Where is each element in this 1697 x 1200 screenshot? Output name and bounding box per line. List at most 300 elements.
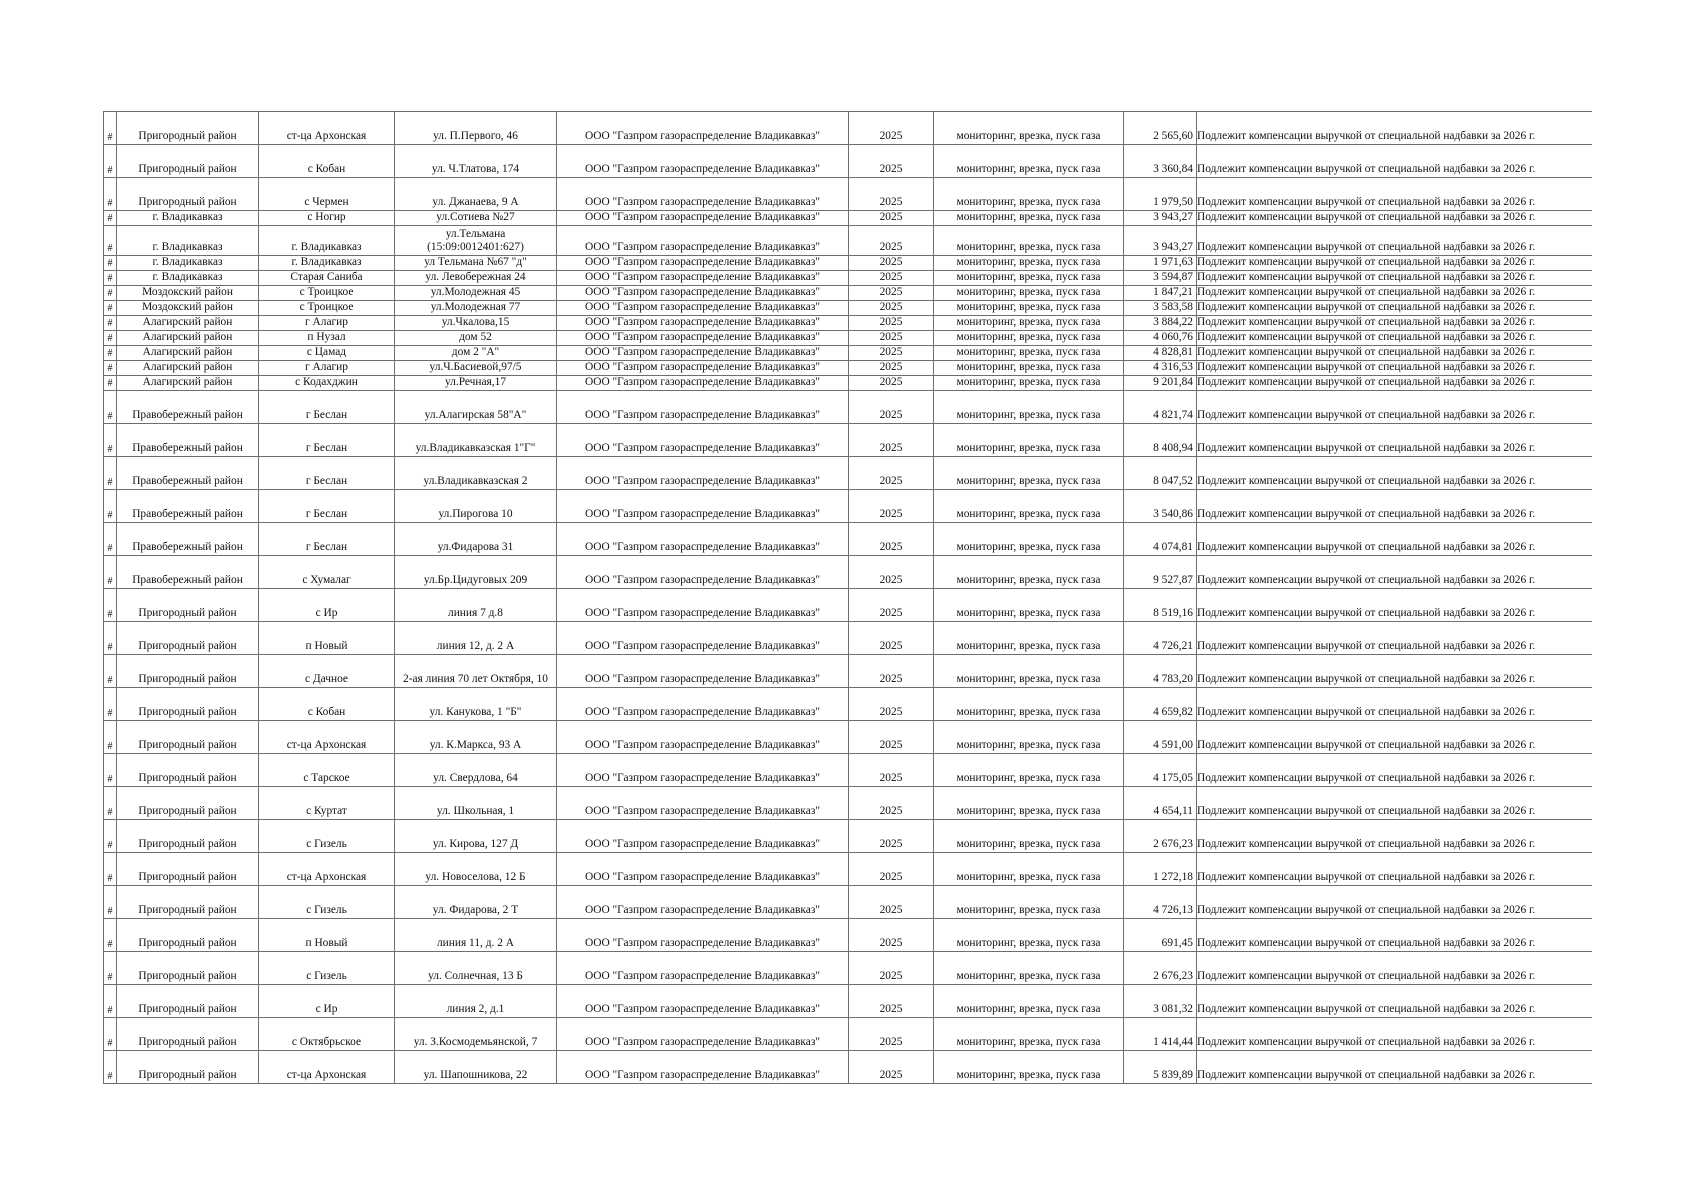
organization-cell: ООО "Газпром газораспределение Владикавказ" (557, 286, 849, 301)
note-cell: Подлежит компенсации выручкой от специальной надбавки за 2026 г. (1197, 952, 1592, 985)
row-number-cell: # (104, 919, 117, 952)
year-cell: 2025 (849, 211, 934, 226)
organization-cell: ООО "Газпром газораспределение Владикавказ" (557, 589, 849, 622)
table-row (104, 145, 1592, 178)
table-row (104, 1051, 1592, 1084)
organization-cell: ООО "Газпром газораспределение Владикавказ" (557, 523, 849, 556)
table-row (104, 361, 1592, 376)
year-cell: 2025 (849, 178, 934, 211)
district-cell: Правобережный район (117, 523, 259, 556)
note-cell: Подлежит компенсации выручкой от специальной надбавки за 2026 г. (1197, 919, 1592, 952)
organization-cell: ООО "Газпром газораспределение Владикавказ" (557, 256, 849, 271)
amount-cell: 3 081,32 (1124, 985, 1197, 1018)
work-type-cell: мониторинг, врезка, пуск газа (934, 178, 1124, 211)
locality-cell: Старая Санибa (259, 271, 395, 286)
district-cell: Пригородный район (117, 178, 259, 211)
address-cell: ул.Молодежная 77 (395, 301, 557, 316)
district-cell: г. Владикавказ (117, 271, 259, 286)
locality-cell: п Новый (259, 622, 395, 655)
district-cell: Моздокский район (117, 301, 259, 316)
locality-cell: г Беслан (259, 490, 395, 523)
note-cell: Подлежит компенсации выручкой от специальной надбавки за 2026 г. (1197, 523, 1592, 556)
organization-cell: ООО "Газпром газораспределение Владикавказ" (557, 1018, 849, 1051)
row-number-cell: # (104, 376, 117, 391)
address-cell: ул.Фидарова 31 (395, 523, 557, 556)
organization-cell: ООО "Газпром газораспределение Владикавказ" (557, 271, 849, 286)
district-cell: Пригородный район (117, 112, 259, 145)
table-row (104, 952, 1592, 985)
organization-cell: ООО "Газпром газораспределение Владикавказ" (557, 376, 849, 391)
address-cell: ул. Новоселова, 12 Б (395, 853, 557, 886)
address-cell: ул. Ч.Тлатова, 174 (395, 145, 557, 178)
table-row (104, 622, 1592, 655)
amount-cell: 2 565,60 (1124, 112, 1197, 145)
work-type-cell: мониторинг, врезка, пуск газа (934, 457, 1124, 490)
table-row (104, 301, 1592, 316)
address-cell: дом 52 (395, 331, 557, 346)
address-cell: линия 12, д. 2 А (395, 622, 557, 655)
year-cell: 2025 (849, 256, 934, 271)
district-cell: Алагирский район (117, 331, 259, 346)
year-cell: 2025 (849, 952, 934, 985)
row-number-cell: # (104, 754, 117, 787)
amount-cell: 5 839,89 (1124, 1051, 1197, 1084)
amount-cell: 9 527,87 (1124, 556, 1197, 589)
table-row (104, 391, 1592, 424)
row-number-cell: # (104, 145, 117, 178)
district-cell: Пригородный район (117, 1051, 259, 1084)
address-cell: ул Тельмана №67 "д" (395, 256, 557, 271)
table-row (104, 688, 1592, 721)
work-type-cell: мониторинг, врезка, пуск газа (934, 112, 1124, 145)
row-number-cell: # (104, 256, 117, 271)
district-cell: Пригородный район (117, 589, 259, 622)
work-type-cell: мониторинг, врезка, пуск газа (934, 589, 1124, 622)
locality-cell: с Куртат (259, 787, 395, 820)
note-cell: Подлежит компенсации выручкой от специальной надбавки за 2026 г. (1197, 424, 1592, 457)
district-cell: Моздокский район (117, 286, 259, 301)
year-cell: 2025 (849, 919, 934, 952)
row-number-cell: # (104, 361, 117, 376)
district-cell: Правобережный район (117, 424, 259, 457)
amount-cell: 2 676,23 (1124, 820, 1197, 853)
locality-cell: с Троицкое (259, 286, 395, 301)
locality-cell: с Чермен (259, 178, 395, 211)
amount-cell: 3 360,84 (1124, 145, 1197, 178)
organization-cell: ООО "Газпром газораспределение Владикавказ" (557, 754, 849, 787)
amount-cell: 1 979,50 (1124, 178, 1197, 211)
note-cell: Подлежит компенсации выручкой от специальной надбавки за 2026 г. (1197, 331, 1592, 346)
year-cell: 2025 (849, 655, 934, 688)
locality-cell: с Ир (259, 985, 395, 1018)
amount-cell: 4 175,05 (1124, 754, 1197, 787)
work-type-cell: мониторинг, врезка, пуск газа (934, 256, 1124, 271)
locality-cell: с Дачное (259, 655, 395, 688)
amount-cell: 4 726,13 (1124, 886, 1197, 919)
locality-cell: г Беслан (259, 523, 395, 556)
row-number-cell: # (104, 316, 117, 331)
row-number-cell: # (104, 820, 117, 853)
district-cell: Пригородный район (117, 787, 259, 820)
district-cell: Пригородный район (117, 688, 259, 721)
locality-cell: г Алагир (259, 316, 395, 331)
amount-cell: 4 316,53 (1124, 361, 1197, 376)
year-cell: 2025 (849, 1018, 934, 1051)
row-number-cell: # (104, 211, 117, 226)
district-cell: Пригородный район (117, 820, 259, 853)
note-cell: Подлежит компенсации выручкой от специальной надбавки за 2026 г. (1197, 688, 1592, 721)
year-cell: 2025 (849, 145, 934, 178)
amount-cell: 4 654,11 (1124, 787, 1197, 820)
work-type-cell: мониторинг, врезка, пуск газа (934, 361, 1124, 376)
locality-cell: ст-ца Архонская (259, 853, 395, 886)
row-number-cell: # (104, 853, 117, 886)
note-cell: Подлежит компенсации выручкой от специальной надбавки за 2026 г. (1197, 589, 1592, 622)
year-cell: 2025 (849, 985, 934, 1018)
row-number-cell: # (104, 331, 117, 346)
organization-cell: ООО "Газпром газораспределение Владикавказ" (557, 457, 849, 490)
locality-cell: п Нузал (259, 331, 395, 346)
table-row (104, 853, 1592, 886)
work-type-cell: мониторинг, врезка, пуск газа (934, 754, 1124, 787)
address-cell: ул.Сотиева №27 (395, 211, 557, 226)
work-type-cell: мониторинг, врезка, пуск газа (934, 820, 1124, 853)
organization-cell: ООО "Газпром газораспределение Владикавказ" (557, 853, 849, 886)
amount-cell: 4 591,00 (1124, 721, 1197, 754)
work-type-cell: мониторинг, врезка, пуск газа (934, 301, 1124, 316)
table-row (104, 424, 1592, 457)
district-cell: Алагирский район (117, 361, 259, 376)
organization-cell: ООО "Газпром газораспределение Владикавказ" (557, 226, 849, 256)
year-cell: 2025 (849, 820, 934, 853)
locality-cell: с Ир (259, 589, 395, 622)
year-cell: 2025 (849, 376, 934, 391)
row-number-cell: # (104, 424, 117, 457)
organization-cell: ООО "Газпром газораспределение Владикавказ" (557, 490, 849, 523)
row-number-cell: # (104, 655, 117, 688)
locality-cell: с Кодахджин (259, 376, 395, 391)
table-row (104, 178, 1592, 211)
year-cell: 2025 (849, 271, 934, 286)
address-cell: линия 2, д.1 (395, 985, 557, 1018)
amount-cell: 4 821,74 (1124, 391, 1197, 424)
organization-cell: ООО "Газпром газораспределение Владикавказ" (557, 985, 849, 1018)
note-cell: Подлежит компенсации выручкой от специальной надбавки за 2026 г. (1197, 316, 1592, 331)
district-cell: Пригородный район (117, 622, 259, 655)
organization-cell: ООО "Газпром газораспределение Владикавказ" (557, 886, 849, 919)
organization-cell: ООО "Газпром газораспределение Владикавказ" (557, 301, 849, 316)
row-number-cell: # (104, 952, 117, 985)
work-type-cell: мониторинг, врезка, пуск газа (934, 919, 1124, 952)
year-cell: 2025 (849, 721, 934, 754)
address-cell: ул. Солнечная, 13 Б (395, 952, 557, 985)
work-type-cell: мониторинг, врезка, пуск газа (934, 286, 1124, 301)
amount-cell: 8 047,52 (1124, 457, 1197, 490)
year-cell: 2025 (849, 787, 934, 820)
organization-cell: ООО "Газпром газораспределение Владикавказ" (557, 655, 849, 688)
amount-cell: 3 943,27 (1124, 211, 1197, 226)
work-type-cell: мониторинг, врезка, пуск газа (934, 556, 1124, 589)
amount-cell: 4 060,76 (1124, 331, 1197, 346)
district-cell: Пригородный район (117, 919, 259, 952)
district-cell: Пригородный район (117, 985, 259, 1018)
note-cell: Подлежит компенсации выручкой от специальной надбавки за 2026 г. (1197, 226, 1592, 256)
work-type-cell: мониторинг, врезка, пуск газа (934, 1051, 1124, 1084)
year-cell: 2025 (849, 361, 934, 376)
table-row (104, 655, 1592, 688)
amount-cell: 1 272,18 (1124, 853, 1197, 886)
address-cell: линия 11, д. 2 А (395, 919, 557, 952)
address-cell: ул. П.Первого, 46 (395, 112, 557, 145)
address-cell: ул. Школьная, 1 (395, 787, 557, 820)
district-cell: Правобережный район (117, 457, 259, 490)
district-cell: Пригородный район (117, 952, 259, 985)
row-number-cell: # (104, 886, 117, 919)
table-row (104, 820, 1592, 853)
year-cell: 2025 (849, 556, 934, 589)
note-cell: Подлежит компенсации выручкой от специальной надбавки за 2026 г. (1197, 301, 1592, 316)
district-cell: г. Владикавказ (117, 256, 259, 271)
note-cell: Подлежит компенсации выручкой от специальной надбавки за 2026 г. (1197, 754, 1592, 787)
organization-cell: ООО "Газпром газораспределение Владикавказ" (557, 112, 849, 145)
locality-cell: ст-ца Архонская (259, 1051, 395, 1084)
note-cell: Подлежит компенсации выручкой от специальной надбавки за 2026 г. (1197, 346, 1592, 361)
locality-cell: с Октябрьское (259, 1018, 395, 1051)
locality-cell: г Беслан (259, 457, 395, 490)
locality-cell: с Троицкое (259, 301, 395, 316)
table-row (104, 271, 1592, 286)
locality-cell: с Ногир (259, 211, 395, 226)
work-type-cell: мониторинг, врезка, пуск газа (934, 316, 1124, 331)
note-cell: Подлежит компенсации выручкой от специальной надбавки за 2026 г. (1197, 1018, 1592, 1051)
year-cell: 2025 (849, 331, 934, 346)
locality-cell: г Беслан (259, 391, 395, 424)
table-row (104, 1018, 1592, 1051)
note-cell: Подлежит компенсации выручкой от специальной надбавки за 2026 г. (1197, 985, 1592, 1018)
row-number-cell: # (104, 556, 117, 589)
row-number-cell: # (104, 346, 117, 361)
row-number-cell: # (104, 112, 117, 145)
work-type-cell: мониторинг, врезка, пуск газа (934, 271, 1124, 286)
locality-cell: ст-ца Архонская (259, 112, 395, 145)
table-row (104, 589, 1592, 622)
table-row (104, 346, 1592, 361)
table-row (104, 787, 1592, 820)
year-cell: 2025 (849, 226, 934, 256)
year-cell: 2025 (849, 1051, 934, 1084)
table-row (104, 286, 1592, 301)
organization-cell: ООО "Газпром газораспределение Владикавказ" (557, 787, 849, 820)
district-cell: Алагирский район (117, 316, 259, 331)
note-cell: Подлежит компенсации выручкой от специальной надбавки за 2026 г. (1197, 886, 1592, 919)
year-cell: 2025 (849, 622, 934, 655)
row-number-cell: # (104, 787, 117, 820)
locality-cell: с Цамад (259, 346, 395, 361)
district-cell: Пригородный район (117, 1018, 259, 1051)
note-cell: Подлежит компенсации выручкой от специальной надбавки за 2026 г. (1197, 490, 1592, 523)
row-number-cell: # (104, 226, 117, 256)
amount-cell: 3 943,27 (1124, 226, 1197, 256)
year-cell: 2025 (849, 424, 934, 457)
address-cell: ул. Джанаева, 9 А (395, 178, 557, 211)
row-number-cell: # (104, 523, 117, 556)
work-type-cell: мониторинг, врезка, пуск газа (934, 1018, 1124, 1051)
note-cell: Подлежит компенсации выручкой от специальной надбавки за 2026 г. (1197, 361, 1592, 376)
year-cell: 2025 (849, 346, 934, 361)
work-type-cell: мониторинг, врезка, пуск газа (934, 226, 1124, 256)
note-cell: Подлежит компенсации выручкой от специальной надбавки за 2026 г. (1197, 391, 1592, 424)
organization-cell: ООО "Газпром газораспределение Владикавказ" (557, 721, 849, 754)
work-type-cell: мониторинг, врезка, пуск газа (934, 655, 1124, 688)
organization-cell: ООО "Газпром газораспределение Владикавказ" (557, 952, 849, 985)
work-type-cell: мониторинг, врезка, пуск газа (934, 886, 1124, 919)
district-cell: Пригородный район (117, 754, 259, 787)
note-cell: Подлежит компенсации выручкой от специальной надбавки за 2026 г. (1197, 145, 1592, 178)
year-cell: 2025 (849, 754, 934, 787)
table-row (104, 256, 1592, 271)
address-cell: дом 2 "А" (395, 346, 557, 361)
table-row (104, 490, 1592, 523)
table-row (104, 556, 1592, 589)
district-cell: г. Владикавказ (117, 226, 259, 256)
work-type-cell: мониторинг, врезка, пуск газа (934, 424, 1124, 457)
note-cell: Подлежит компенсации выручкой от специальной надбавки за 2026 г. (1197, 622, 1592, 655)
organization-cell: ООО "Газпром газораспределение Владикавказ" (557, 211, 849, 226)
table-row (104, 886, 1592, 919)
address-cell: ул.Алагирская 58"А" (395, 391, 557, 424)
organization-cell: ООО "Газпром газораспределение Владикавказ" (557, 622, 849, 655)
organization-cell: ООО "Газпром газораспределение Владикавказ" (557, 1051, 849, 1084)
locality-cell: с Тарское (259, 754, 395, 787)
note-cell: Подлежит компенсации выручкой от специальной надбавки за 2026 г. (1197, 112, 1592, 145)
amount-cell: 3 540,86 (1124, 490, 1197, 523)
year-cell: 2025 (849, 286, 934, 301)
organization-cell: ООО "Газпром газораспределение Владикавказ" (557, 688, 849, 721)
organization-cell: ООО "Газпром газораспределение Владикавказ" (557, 145, 849, 178)
amount-cell: 8 408,94 (1124, 424, 1197, 457)
work-type-cell: мониторинг, врезка, пуск газа (934, 688, 1124, 721)
amount-cell: 4 659,82 (1124, 688, 1197, 721)
work-type-cell: мониторинг, врезка, пуск газа (934, 721, 1124, 754)
district-cell: Пригородный район (117, 886, 259, 919)
table-row (104, 523, 1592, 556)
district-cell: Алагирский район (117, 346, 259, 361)
organization-cell: ООО "Газпром газораспределение Владикавказ" (557, 424, 849, 457)
work-type-cell: мониторинг, врезка, пуск газа (934, 523, 1124, 556)
organization-cell: ООО "Газпром газораспределение Владикавказ" (557, 361, 849, 376)
amount-cell: 4 074,81 (1124, 523, 1197, 556)
organization-cell: ООО "Газпром газораспределение Владикавказ" (557, 178, 849, 211)
address-cell: ул. Канукова, 1 "Б" (395, 688, 557, 721)
year-cell: 2025 (849, 457, 934, 490)
note-cell: Подлежит компенсации выручкой от специальной надбавки за 2026 г. (1197, 457, 1592, 490)
locality-cell: ст-ца Архонская (259, 721, 395, 754)
work-type-cell: мониторинг, врезка, пуск газа (934, 145, 1124, 178)
locality-cell: с Гизель (259, 886, 395, 919)
address-cell: ул.Чкалова,15 (395, 316, 557, 331)
district-cell: Пригородный район (117, 655, 259, 688)
organization-cell: ООО "Газпром газораспределение Владикавказ" (557, 346, 849, 361)
work-type-cell: мониторинг, врезка, пуск газа (934, 985, 1124, 1018)
note-cell: Подлежит компенсации выручкой от специальной надбавки за 2026 г. (1197, 1051, 1592, 1084)
amount-cell: 3 884,22 (1124, 316, 1197, 331)
work-type-cell: мониторинг, врезка, пуск газа (934, 490, 1124, 523)
work-type-cell: мониторинг, врезка, пуск газа (934, 211, 1124, 226)
district-cell: Пригородный район (117, 145, 259, 178)
table-row (104, 316, 1592, 331)
row-number-cell: # (104, 490, 117, 523)
address-cell: ул. Свердлова, 64 (395, 754, 557, 787)
row-number-cell: # (104, 622, 117, 655)
address-cell: линия 7 д.8 (395, 589, 557, 622)
year-cell: 2025 (849, 589, 934, 622)
note-cell: Подлежит компенсации выручкой от специальной надбавки за 2026 г. (1197, 721, 1592, 754)
district-cell: г. Владикавказ (117, 211, 259, 226)
work-type-cell: мониторинг, врезка, пуск газа (934, 331, 1124, 346)
amount-cell: 9 201,84 (1124, 376, 1197, 391)
table-row (104, 331, 1592, 346)
row-number-cell: # (104, 391, 117, 424)
note-cell: Подлежит компенсации выручкой от специальной надбавки за 2026 г. (1197, 271, 1592, 286)
work-type-cell: мониторинг, врезка, пуск газа (934, 376, 1124, 391)
address-cell: ул.Владикавказская 1"Г" (395, 424, 557, 457)
table-row (104, 919, 1592, 952)
table-row (104, 376, 1592, 391)
organization-cell: ООО "Газпром газораспределение Владикавказ" (557, 331, 849, 346)
row-number-cell: # (104, 721, 117, 754)
year-cell: 2025 (849, 490, 934, 523)
address-cell: ул.Молодежная 45 (395, 286, 557, 301)
amount-cell: 1 414,44 (1124, 1018, 1197, 1051)
amount-cell: 3 594,87 (1124, 271, 1197, 286)
table-row (104, 226, 1592, 256)
locality-cell: с Хумалаг (259, 556, 395, 589)
organization-cell: ООО "Газпром газораспределение Владикавказ" (557, 316, 849, 331)
address-cell: ул. Фидарова, 2 Т (395, 886, 557, 919)
table-row (104, 754, 1592, 787)
note-cell: Подлежит компенсации выручкой от специальной надбавки за 2026 г. (1197, 178, 1592, 211)
row-number-cell: # (104, 1018, 117, 1051)
amount-cell: 4 783,20 (1124, 655, 1197, 688)
note-cell: Подлежит компенсации выручкой от специальной надбавки за 2026 г. (1197, 256, 1592, 271)
row-number-cell: # (104, 178, 117, 211)
address-cell: ул.Тельмана (15:09:0012401:627) (395, 226, 557, 256)
year-cell: 2025 (849, 112, 934, 145)
amount-cell: 1 971,63 (1124, 256, 1197, 271)
work-type-cell: мониторинг, врезка, пуск газа (934, 622, 1124, 655)
locality-cell: г Беслан (259, 424, 395, 457)
amount-cell: 4 726,21 (1124, 622, 1197, 655)
row-number-cell: # (104, 301, 117, 316)
locality-cell: с Кобан (259, 145, 395, 178)
note-cell: Подлежит компенсации выручкой от специальной надбавки за 2026 г. (1197, 820, 1592, 853)
table-row (104, 112, 1592, 145)
year-cell: 2025 (849, 886, 934, 919)
year-cell: 2025 (849, 316, 934, 331)
year-cell: 2025 (849, 853, 934, 886)
locality-cell: с Кобан (259, 688, 395, 721)
organization-cell: ООО "Газпром газораспределение Владикавказ" (557, 391, 849, 424)
year-cell: 2025 (849, 301, 934, 316)
locality-cell: г. Владикавказ (259, 226, 395, 256)
district-cell: Правобережный район (117, 490, 259, 523)
organization-cell: ООО "Газпром газораспределение Владикавказ" (557, 556, 849, 589)
table-row (104, 721, 1592, 754)
table-row (104, 985, 1592, 1018)
district-cell: Правобережный район (117, 391, 259, 424)
district-cell: Алагирский район (117, 376, 259, 391)
row-number-cell: # (104, 1051, 117, 1084)
